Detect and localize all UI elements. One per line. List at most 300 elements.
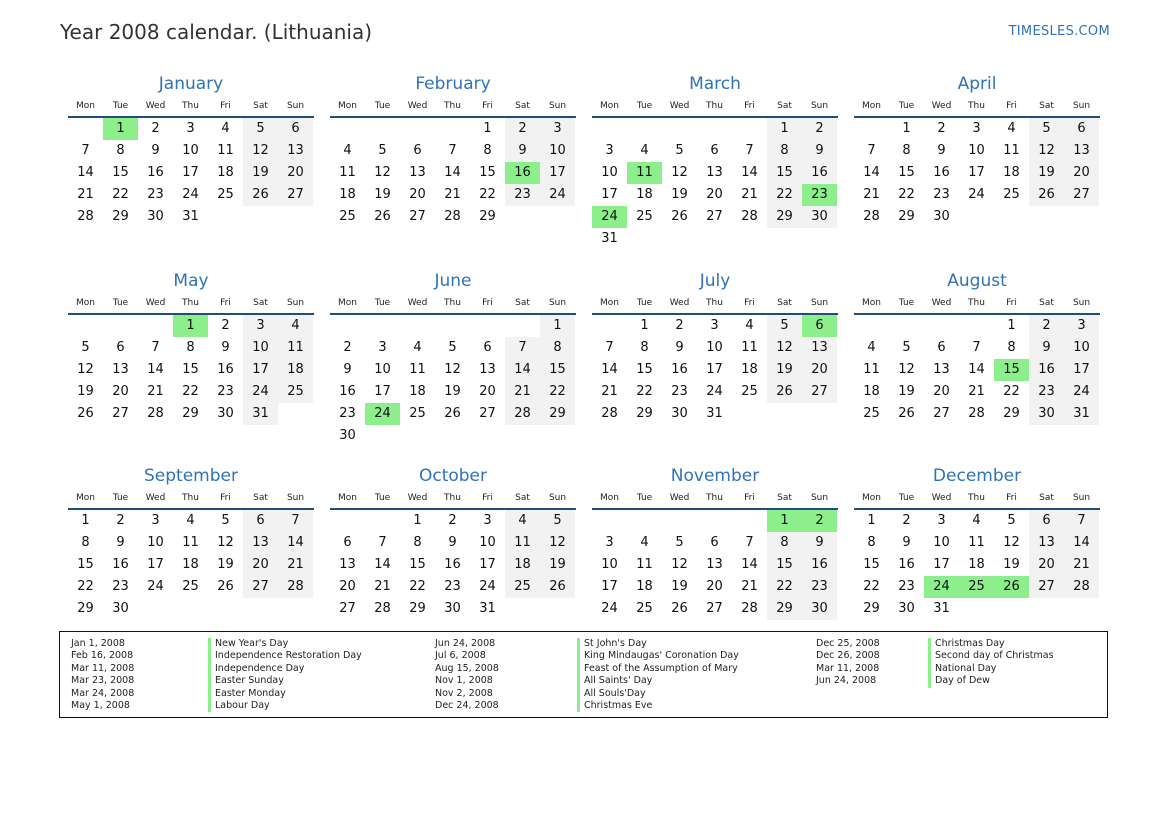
day-cell: 10 (1064, 337, 1099, 359)
day-cell: 19 (374, 187, 391, 202)
day-cell: 20 (706, 579, 723, 594)
day-cell (365, 425, 400, 447)
weekday-header (68, 488, 314, 510)
day-cell: 13 (339, 557, 356, 572)
weekday-label: Fri (1006, 298, 1017, 308)
day-cell: 10 (479, 535, 496, 550)
day-cell: 26 (898, 406, 915, 421)
day-cell: 14 (1064, 532, 1099, 554)
day-cell: 26 (994, 576, 1029, 598)
day-cell: 8 (81, 535, 90, 550)
day-cell: 6 (710, 143, 719, 158)
day-cell: 11 (863, 362, 880, 377)
weekday-label: Sat (253, 493, 268, 503)
day-cell: 8 (902, 143, 911, 158)
day-cell: 20 (243, 554, 278, 576)
week-row (854, 403, 1100, 425)
month-september (68, 464, 314, 620)
day-cell: 7 (1064, 510, 1099, 532)
day-cell (173, 598, 208, 620)
day-cell: 20 (479, 384, 496, 399)
weekday-label: Tue (898, 493, 915, 503)
day-cell: 25 (863, 406, 880, 421)
day-cell: 4 (186, 513, 195, 528)
day-cell: 4 (413, 340, 422, 355)
weekday-label: Sun (1072, 298, 1091, 308)
day-cell: 22 (1003, 384, 1020, 399)
week-row (854, 162, 1100, 184)
day-cell: 13 (243, 532, 278, 554)
week-row (592, 140, 838, 162)
day-cell: 17 (968, 165, 985, 180)
day-cell: 29 (863, 601, 880, 616)
day-cell: 4 (972, 513, 981, 528)
day-cell: 3 (151, 513, 160, 528)
day-cell: 12 (243, 140, 278, 162)
month-april (854, 72, 1100, 228)
day-cell: 7 (745, 143, 754, 158)
weekday-label: Thu (182, 101, 199, 111)
day-cell (138, 598, 173, 620)
day-cell: 21 (374, 579, 391, 594)
day-cell: 17 (182, 165, 199, 180)
day-cell: 15 (863, 557, 880, 572)
day-cell: 2 (116, 513, 125, 528)
day-cell: 31 (706, 406, 723, 421)
day-cell: 9 (1029, 337, 1064, 359)
day-cell: 17 (243, 359, 278, 381)
weekday-label: Mon (338, 493, 357, 503)
weekday-header (854, 293, 1100, 315)
day-cell (732, 510, 767, 532)
day-cell: 27 (339, 601, 356, 616)
day-cell: 29 (898, 209, 915, 224)
day-cell: 2 (505, 118, 540, 140)
day-cell: 25 (339, 209, 356, 224)
day-cell: 7 (505, 337, 540, 359)
day-cell: 29 (767, 598, 802, 620)
month-title: January (158, 74, 224, 94)
day-cell (924, 315, 959, 337)
day-cell: 4 (505, 510, 540, 532)
day-cell: 18 (339, 187, 356, 202)
day-cell (1064, 206, 1099, 228)
legend-date: Dec 25, 2008 (816, 638, 880, 649)
day-cell: 30 (339, 428, 356, 443)
day-cell: 7 (605, 340, 614, 355)
month-february (330, 72, 576, 228)
day-cell: 23 (217, 384, 234, 399)
day-cell: 3 (243, 315, 278, 337)
day-cell: 26 (217, 579, 234, 594)
month-july (592, 269, 838, 425)
day-cell: 21 (968, 384, 985, 399)
day-cell: 25 (636, 601, 653, 616)
day-cell: 5 (1029, 118, 1064, 140)
legend-holiday-name: Day of Dew (928, 675, 990, 687)
weekday-label: Fri (220, 493, 231, 503)
day-cell: 11 (505, 532, 540, 554)
day-cell: 13 (409, 165, 426, 180)
day-cell (662, 228, 697, 250)
day-cell: 15 (767, 162, 802, 184)
day-cell: 2 (937, 121, 946, 136)
weekday-label: Thu (182, 493, 199, 503)
day-cell: 11 (741, 340, 758, 355)
day-cell: 17 (1064, 359, 1099, 381)
day-cell: 17 (374, 384, 391, 399)
day-cell: 7 (81, 143, 90, 158)
day-cell (854, 118, 889, 140)
week-row (854, 510, 1100, 532)
week-row (330, 140, 576, 162)
day-cell: 25 (217, 187, 234, 202)
day-cell: 11 (339, 165, 356, 180)
month-title: September (144, 466, 238, 486)
weekday-header (854, 96, 1100, 118)
day-cell: 24 (479, 579, 496, 594)
day-cell: 23 (933, 187, 950, 202)
day-cell: 18 (636, 187, 653, 202)
week-row (854, 554, 1100, 576)
weekday-label: Sun (286, 493, 305, 503)
day-cell: 28 (278, 576, 313, 598)
week-row (68, 162, 314, 184)
day-cell (505, 425, 540, 447)
day-cell: 28 (444, 209, 461, 224)
weekday-header (330, 293, 576, 315)
weekday-label: Sun (1072, 493, 1091, 503)
week-row (68, 554, 314, 576)
day-cell (208, 206, 243, 228)
day-cell (540, 598, 575, 620)
weekday-label: Mon (862, 493, 881, 503)
day-cell: 20 (278, 162, 313, 184)
day-cell (627, 118, 662, 140)
weekday-label: Fri (482, 101, 493, 111)
week-row (330, 598, 576, 620)
legend-holiday-name: Feast of the Assumption of Mary (577, 663, 738, 675)
weekday-label: Tue (898, 101, 915, 111)
day-cell (540, 206, 575, 228)
day-cell (627, 510, 662, 532)
legend-date: Mar 24, 2008 (71, 687, 135, 699)
day-cell: 27 (706, 601, 723, 616)
day-cell: 7 (151, 340, 160, 355)
weekday-label: Mon (338, 298, 357, 308)
weekday-label: Mon (600, 298, 619, 308)
day-cell: 18 (1003, 165, 1020, 180)
day-cell: 6 (1029, 510, 1064, 532)
weekday-label: Tue (898, 298, 915, 308)
day-cell: 22 (112, 187, 129, 202)
day-cell: 6 (802, 315, 837, 337)
weekday-label: Wed (407, 101, 428, 111)
day-cell (732, 403, 767, 425)
week-row (330, 576, 576, 598)
day-cell: 19 (77, 384, 94, 399)
day-cell: 17 (479, 557, 496, 572)
week-row (68, 381, 314, 403)
day-cell: 15 (409, 557, 426, 572)
legend-date: Jun 24, 2008 (435, 638, 496, 649)
weekday-label: Mon (862, 101, 881, 111)
day-cell: 2 (1029, 315, 1064, 337)
day-cell: 16 (217, 362, 234, 377)
month-august (854, 269, 1100, 425)
day-cell: 26 (767, 381, 802, 403)
weekday-label: Sun (810, 298, 829, 308)
day-cell: 14 (863, 165, 880, 180)
day-cell: 18 (636, 579, 653, 594)
day-cell: 23 (1029, 381, 1064, 403)
week-row (330, 381, 576, 403)
day-cell: 15 (112, 165, 129, 180)
day-cell: 23 (505, 184, 540, 206)
day-cell (959, 598, 994, 620)
site-link[interactable]: TIMESLES.COM (1008, 24, 1110, 39)
day-cell: 28 (147, 406, 164, 421)
day-cell: 15 (77, 557, 94, 572)
day-cell: 30 (933, 209, 950, 224)
day-cell (959, 206, 994, 228)
day-cell: 14 (147, 362, 164, 377)
month-may (68, 269, 314, 425)
weekday-label: Sat (515, 298, 530, 308)
day-cell: 30 (898, 601, 915, 616)
day-cell: 26 (444, 406, 461, 421)
day-cell: 22 (182, 384, 199, 399)
weekday-label: Fri (744, 298, 755, 308)
day-cell: 29 (1003, 406, 1020, 421)
weekday-label: Fri (220, 101, 231, 111)
month-title: December (932, 466, 1022, 486)
day-cell: 15 (182, 362, 199, 377)
weekday-label: Sat (515, 101, 530, 111)
day-cell: 27 (706, 209, 723, 224)
day-cell: 6 (278, 118, 313, 140)
day-cell: 12 (77, 362, 94, 377)
day-cell: 29 (636, 406, 653, 421)
weekday-label: Tue (112, 298, 129, 308)
weekday-label: Mon (338, 101, 357, 111)
day-cell: 24 (706, 384, 723, 399)
day-cell: 19 (671, 187, 688, 202)
day-cell: 20 (933, 384, 950, 399)
day-cell: 6 (413, 143, 422, 158)
day-cell (767, 228, 802, 250)
weekday-label: Fri (744, 101, 755, 111)
day-cell: 14 (444, 165, 461, 180)
day-cell: 24 (592, 206, 627, 228)
legend-date: Mar 23, 2008 (71, 675, 135, 687)
day-cell (697, 228, 732, 250)
day-cell: 8 (767, 532, 802, 554)
day-cell: 5 (243, 118, 278, 140)
day-cell: 16 (1029, 359, 1064, 381)
weekday-header (592, 488, 838, 510)
weekday-header (592, 96, 838, 118)
day-cell (994, 598, 1029, 620)
weekday-label: Mon (600, 493, 619, 503)
day-cell: 24 (601, 601, 618, 616)
day-cell: 22 (767, 184, 802, 206)
day-cell (505, 206, 540, 228)
week-row (592, 381, 838, 403)
legend-holiday-name: All Saints' Day (577, 675, 652, 687)
day-cell: 14 (968, 362, 985, 377)
day-cell: 12 (898, 362, 915, 377)
weekday-label: Mon (76, 101, 95, 111)
week-row (592, 228, 838, 250)
day-cell: 22 (636, 384, 653, 399)
day-cell (802, 228, 837, 250)
day-cell: 17 (147, 557, 164, 572)
day-cell: 26 (374, 209, 391, 224)
legend-date: Mar 11, 2008 (816, 662, 880, 674)
day-cell: 17 (601, 579, 618, 594)
day-cell: 10 (601, 165, 618, 180)
day-cell: 7 (867, 143, 876, 158)
day-cell: 18 (741, 362, 758, 377)
day-cell: 15 (767, 554, 802, 576)
day-cell: 5 (378, 143, 387, 158)
legend-holiday-name: Labour Day (208, 700, 270, 712)
day-cell: 16 (147, 165, 164, 180)
day-cell: 22 (479, 187, 496, 202)
week-row (592, 118, 838, 140)
day-cell: 29 (479, 209, 496, 224)
week-row (330, 532, 576, 554)
week-row (68, 184, 314, 206)
weekday-label: Sat (253, 101, 268, 111)
legend-holiday-name: Christmas Eve (577, 700, 652, 712)
day-cell: 5 (221, 513, 230, 528)
day-cell: 5 (675, 535, 684, 550)
day-cell: 4 (745, 318, 754, 333)
day-cell: 28 (505, 403, 540, 425)
day-cell: 15 (898, 165, 915, 180)
day-cell: 3 (186, 121, 195, 136)
day-cell (400, 315, 435, 337)
day-cell: 13 (1029, 532, 1064, 554)
day-cell: 7 (278, 510, 313, 532)
weekday-header (330, 96, 576, 118)
day-cell (365, 118, 400, 140)
day-cell: 2 (221, 318, 230, 333)
day-cell: 9 (505, 140, 540, 162)
day-cell: 29 (182, 406, 199, 421)
day-cell: 12 (671, 557, 688, 572)
day-cell: 30 (147, 209, 164, 224)
day-cell (103, 315, 138, 337)
week-row (592, 162, 838, 184)
day-cell (365, 315, 400, 337)
day-cell: 16 (933, 165, 950, 180)
day-cell: 8 (413, 535, 422, 550)
weekday-label: Tue (374, 298, 391, 308)
day-cell: 8 (1007, 340, 1016, 355)
day-cell: 9 (151, 143, 160, 158)
day-cell (68, 315, 103, 337)
day-cell: 8 (186, 340, 195, 355)
day-cell: 8 (767, 140, 802, 162)
day-cell: 27 (409, 209, 426, 224)
day-cell: 24 (147, 579, 164, 594)
weekday-label: Wed (669, 101, 690, 111)
day-cell: 1 (81, 513, 90, 528)
day-cell: 25 (182, 579, 199, 594)
month-title: April (957, 74, 997, 94)
day-cell: 28 (77, 209, 94, 224)
legend-date: Mar 11, 2008 (71, 662, 135, 674)
day-cell: 20 (706, 187, 723, 202)
day-cell: 30 (1029, 403, 1064, 425)
day-cell (400, 118, 435, 140)
weekday-label: Sat (1039, 493, 1054, 503)
weekday-label: Wed (931, 493, 952, 503)
week-row (330, 403, 576, 425)
day-cell: 18 (182, 557, 199, 572)
day-cell: 2 (802, 118, 837, 140)
week-row (592, 554, 838, 576)
day-cell: 28 (374, 601, 391, 616)
day-cell: 16 (671, 362, 688, 377)
day-cell: 16 (802, 554, 837, 576)
weekday-label: Sat (1039, 298, 1054, 308)
month-title: November (670, 466, 760, 486)
week-row (68, 510, 314, 532)
weekday-label: Sun (1072, 101, 1091, 111)
day-cell: 21 (278, 554, 313, 576)
legend-holiday-name: St John's Day (577, 638, 647, 650)
day-cell: 6 (483, 340, 492, 355)
day-cell: 23 (147, 187, 164, 202)
day-cell: 21 (741, 579, 758, 594)
weekday-label: Wed (145, 298, 166, 308)
day-cell (243, 206, 278, 228)
month-title: March (689, 74, 741, 94)
day-cell: 22 (898, 187, 915, 202)
day-cell: 30 (802, 598, 837, 620)
week-row (854, 359, 1100, 381)
day-cell (278, 403, 313, 425)
day-cell: 8 (116, 143, 125, 158)
day-cell (400, 425, 435, 447)
weekday-header (68, 96, 314, 118)
day-cell: 24 (968, 187, 985, 202)
weekday-label: Wed (407, 298, 428, 308)
weekday-label: Thu (182, 298, 199, 308)
day-cell: 13 (1064, 140, 1099, 162)
day-cell: 27 (278, 184, 313, 206)
day-cell: 13 (933, 362, 950, 377)
day-cell: 10 (182, 143, 199, 158)
day-cell: 25 (409, 406, 426, 421)
day-cell: 13 (706, 557, 723, 572)
day-cell (592, 315, 627, 337)
day-cell: 14 (505, 359, 540, 381)
week-row (592, 532, 838, 554)
day-cell: 18 (217, 165, 234, 180)
day-cell: 11 (217, 143, 234, 158)
legend-holiday-name: Easter Monday (208, 688, 286, 700)
day-cell: 2 (448, 513, 457, 528)
day-cell: 23 (112, 579, 129, 594)
day-cell: 28 (968, 406, 985, 421)
day-cell (662, 118, 697, 140)
week-row (592, 403, 838, 425)
